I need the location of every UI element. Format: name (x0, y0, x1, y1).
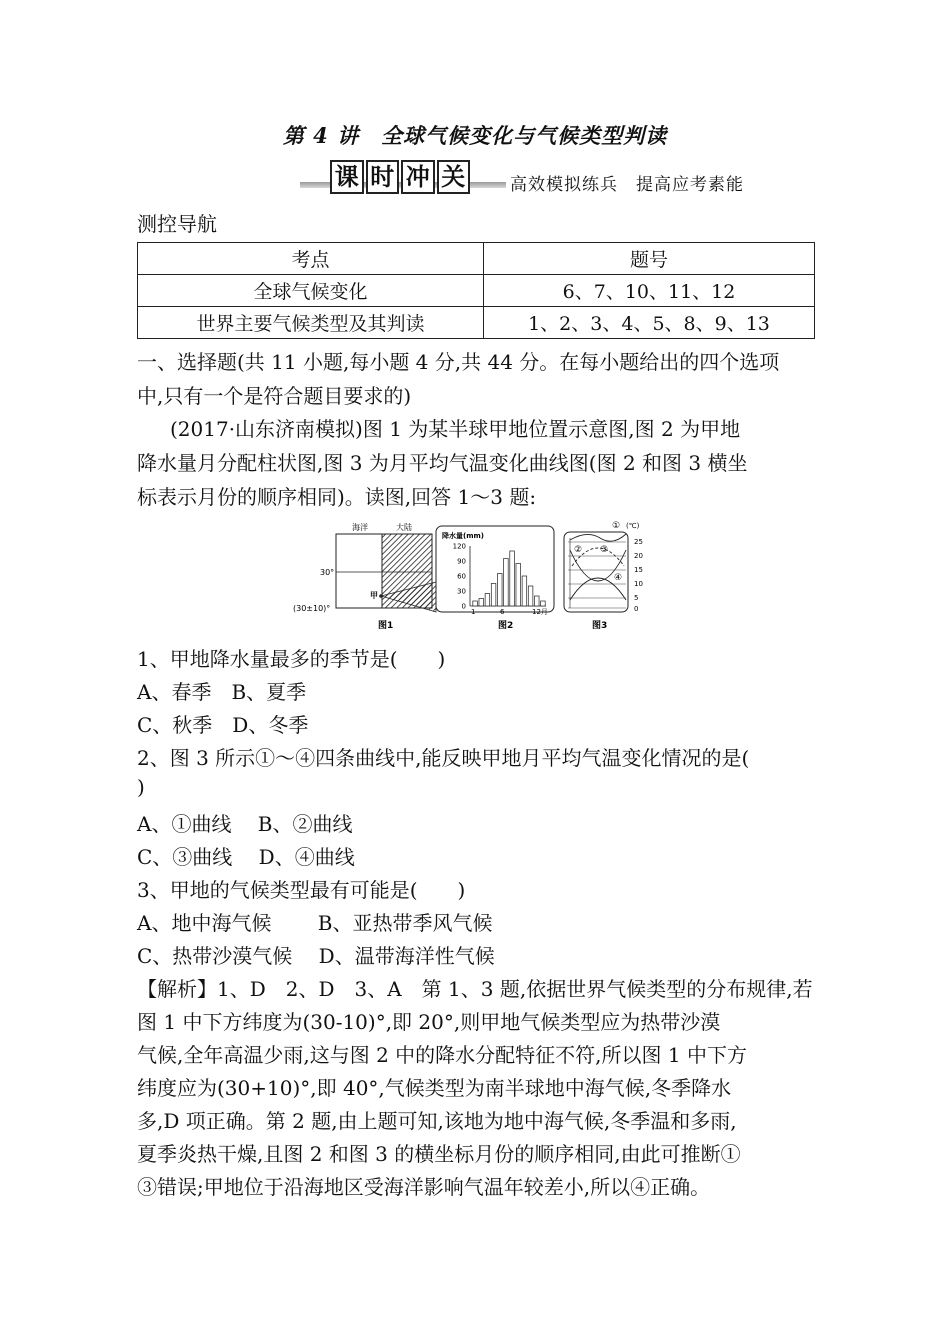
table-header-row (138, 243, 815, 275)
table-cell: 1、2、3、4、5、8、9、13 (484, 307, 815, 339)
analysis-line: ③错误;甲地位于沿海地区受海洋影响气温年较差小,所以④正确。 (137, 1175, 711, 1199)
instruction-line: 一、选择题(共 11 小题,每小题 4 分,共 44 分。在每小题给出的四个选项 (137, 350, 780, 374)
temp-y-tick: 0 (634, 605, 639, 613)
precip-y-tick: 60 (457, 572, 466, 581)
temp-y-tick: 15 (634, 566, 643, 574)
banner-tagline: 高效模拟练兵 提高应考素能 (506, 170, 748, 195)
precip-y-tick: 0 (461, 602, 466, 611)
option-line: A、春季 B、夏季 (137, 680, 307, 704)
banner-badge (330, 160, 470, 194)
table-cell: 6、7、10、11、12 (484, 275, 815, 307)
curve-label-4: ④ (614, 573, 623, 583)
precip-axis-title: 降水量(mm) (442, 532, 484, 540)
figure-2 (436, 526, 554, 631)
table-row (138, 275, 815, 307)
precip-bar (541, 601, 546, 606)
precip-bar (485, 594, 490, 607)
question-line: 1、甲地降水量最多的季节是( ) (137, 647, 446, 671)
banner-badge-char: 时 (366, 160, 400, 194)
figure-3 (564, 521, 643, 631)
precip-y-tick: 120 (452, 542, 466, 551)
page-title: 第 4 讲 全球气候变化与气候类型判读 (282, 123, 668, 148)
lesson-banner (300, 160, 750, 196)
stem-line: (2017·山东济南模拟)图 1 为某半球甲地位置示意图,图 2 为甲地 (170, 417, 741, 441)
land-label: 大陆 (396, 523, 412, 532)
precip-bar (504, 559, 509, 607)
option-line: A、地中海气候 B、亚热带季风气候 (137, 911, 493, 935)
analysis-line: 图 1 中下方纬度为(30-10)°,即 20°,则甲地气候类型应为热带沙漠 (137, 1010, 721, 1034)
analysis-line: 【解析】1、D 2、D 3、A 第 1、3 题,依据世界气候类型的分布规律,若 (137, 977, 813, 1001)
precip-bar (510, 551, 515, 606)
precip-y-tick: 30 (457, 587, 466, 596)
temp-y-tick: 5 (634, 594, 639, 602)
table-header: 考点 (138, 243, 484, 275)
question-line: 3、甲地的气候类型最有可能是( ) (137, 878, 466, 902)
banner-badge-char: 课 (330, 160, 364, 194)
precip-bar (528, 586, 533, 606)
question-line: 2、图 3 所示①～④四条曲线中,能反映甲地月平均气温变化情况的是( (137, 746, 750, 770)
analysis-line: 夏季炎热干燥,且图 2 和图 3 的横坐标月份的顺序相同,由此可推断① (137, 1142, 741, 1166)
option-line: C、秋季 D、冬季 (137, 713, 309, 737)
precip-bar (497, 574, 502, 607)
stem-line: 标表示月份的顺序相同)。读图,回答 1～3 题: (137, 485, 537, 509)
latitude-bottom-label: (30±10)° (293, 604, 331, 613)
figure-1 (293, 522, 436, 631)
analysis-line: 气候,全年高温少雨,这与图 2 中的降水分配特征不符,所以图 1 中下方 (137, 1043, 747, 1067)
table-cell: 世界主要气候类型及其判读 (138, 307, 484, 339)
banner-badge-char: 冲 (401, 160, 435, 194)
climate-figure (290, 516, 662, 634)
option-line: A、①曲线 B、②曲线 (137, 812, 353, 836)
table-row (138, 307, 815, 339)
banner-badge-char: 关 (437, 160, 471, 194)
curve-label-1: ① (612, 521, 621, 531)
precip-bar (479, 599, 484, 607)
temp-unit: (℃) (626, 522, 640, 530)
instruction-line: 中,只有一个是符合题目要求的) (137, 384, 412, 408)
figure-3-frame (564, 532, 628, 612)
ocean-label: 海洋 (352, 523, 368, 532)
topic-table (137, 242, 815, 339)
precip-y-tick: 90 (457, 557, 466, 566)
precip-bar (491, 584, 496, 607)
curve-label-2: ② (574, 545, 583, 555)
place-label: 甲 (370, 591, 378, 600)
table-header: 题号 (484, 243, 815, 275)
analysis-line: 纬度应为(30+10)°,即 40°,气候类型为南半球地中海气候,冬季降水 (137, 1076, 732, 1100)
option-line: C、③曲线 D、④曲线 (137, 845, 355, 869)
precip-x-tick: 6 (500, 608, 505, 616)
precip-bar (516, 564, 521, 607)
precip-x-tick: 1 (471, 608, 476, 616)
curve-label-3: ③ (600, 545, 609, 555)
latitude-top-label: 30° (320, 568, 335, 577)
precip-x-tick: 12月 (532, 608, 548, 616)
precip-bar (534, 596, 539, 606)
temp-y-tick: 20 (634, 552, 643, 560)
temp-y-tick: 25 (634, 538, 643, 546)
analysis-line: 多,D 项正确。第 2 题,由上题可知,该地为地中海气候,冬季温和多雨, (137, 1109, 737, 1133)
stem-line: 降水量月分配柱状图,图 3 为月平均气温变化曲线图(图 2 和图 3 横坐 (137, 451, 748, 475)
table-cell: 全球气候变化 (138, 275, 484, 307)
precip-bar (473, 601, 478, 606)
section-label: 测控导航 (137, 212, 217, 236)
temp-y-tick: 10 (634, 580, 643, 588)
option-line: C、热带沙漠气候 D、温带海洋性气候 (137, 944, 495, 968)
figure-2-label: 图2 (498, 621, 514, 631)
precip-bar (522, 576, 527, 606)
figure-1-label: 图1 (378, 621, 394, 631)
question-line: ) (137, 775, 145, 799)
figure-3-label: 图3 (592, 621, 608, 631)
